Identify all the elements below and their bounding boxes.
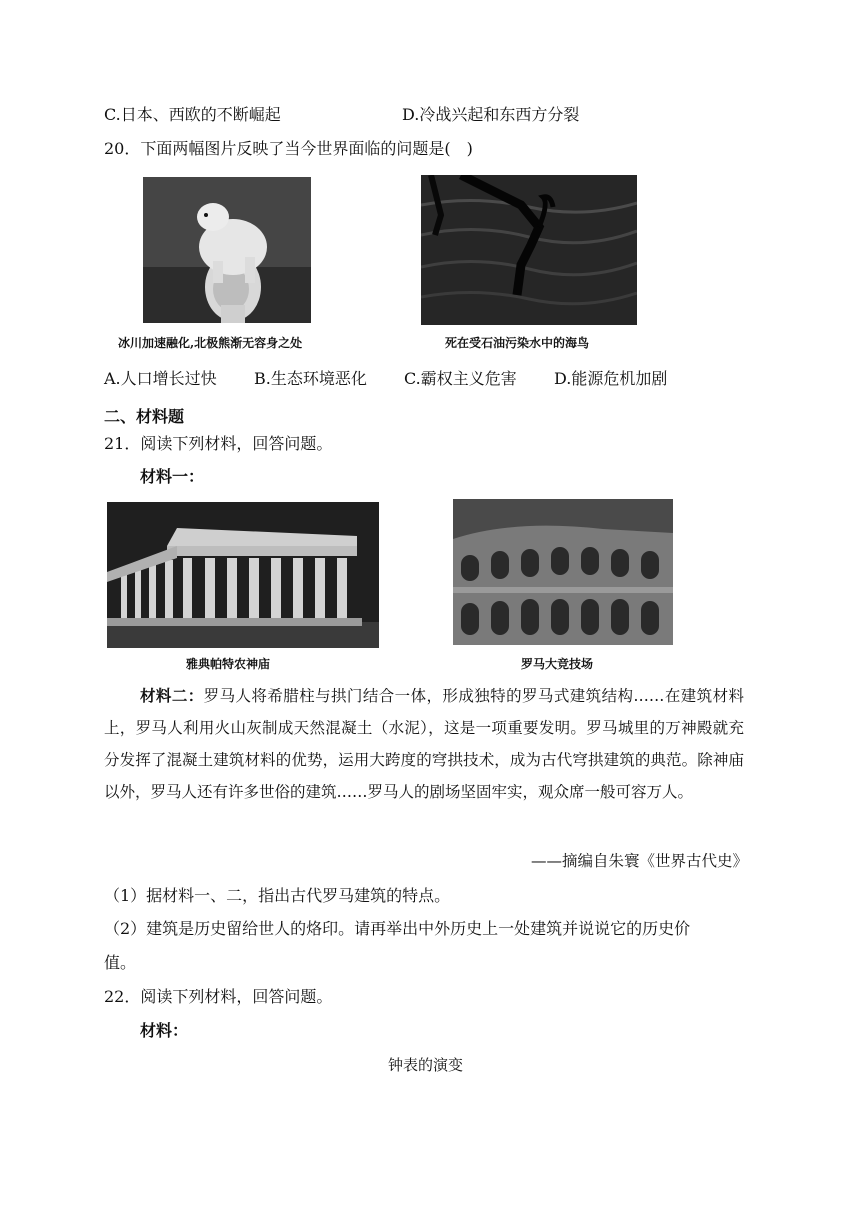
- seabird-photo: [421, 175, 637, 325]
- q20-option-b: B.生态环境恶化: [254, 369, 367, 388]
- q22-material-label: 材料：: [140, 1021, 189, 1040]
- polar-bear-photo: [143, 177, 311, 323]
- q19-option-c: C.日本、西欧的不断崛起: [104, 105, 281, 124]
- q21-material1-label: 材料一：: [140, 467, 205, 486]
- parthenon-image: [107, 502, 379, 648]
- oil-seabird-image: [421, 175, 637, 325]
- q20-option-a: A.人口增长过快: [104, 369, 217, 388]
- polar-bear-image: [143, 177, 311, 323]
- q22-title: 钟表的演变: [388, 1056, 464, 1074]
- q20-option-c: C.霸权主义危害: [404, 369, 517, 388]
- parthenon-photo: [107, 502, 379, 648]
- q20-image1-caption: 冰川加速融化,北极熊渐无容身之处: [118, 336, 303, 350]
- colosseum-image: [453, 499, 673, 645]
- q19-option-d: D.冷战兴起和东西方分裂: [402, 105, 580, 124]
- q21-sub2-line1: （2）建筑是历史留给世人的烙印。请再举出中外历史上一处建筑并说说它的历史价: [104, 919, 691, 938]
- q21-image1-caption: 雅典帕特农神庙: [186, 657, 271, 671]
- q21-material2: [104, 680, 744, 808]
- q20-image2-caption: 死在受石油污染水中的海鸟: [445, 336, 590, 350]
- colosseum-photo: [453, 499, 673, 645]
- section-heading: 二、材料题: [104, 407, 185, 426]
- q21-material2-text: 罗马人将希腊柱与拱门结合一体，形成独特的罗马式建筑结构……在建筑材料上，罗马人利用火山灰制成天然混凝土（水泥），这是一项重要发明。罗马城里的万神殿就充分发挥了混凝土建筑材料的优势，运用大跨度的穹拱技术，成为古代穹拱建筑的典范。除神庙以外，罗马人还有许多世俗的建筑……罗马人的剧场坚固牢实，观众席一般可容万人。: [104, 687, 744, 801]
- q21-sub2-line2: 值。: [104, 953, 137, 972]
- q21-image2-caption: 罗马大竞技场: [521, 657, 594, 671]
- q21-source: ——摘编自朱寰《世界古代史》: [530, 852, 748, 870]
- q21-sub1: （1）据材料一、二，指出古代罗马建筑的特点。: [104, 886, 451, 905]
- q21-material2-label: 材料二：: [140, 687, 204, 705]
- q21-stem: 21．阅读下列材料，回答问题。: [104, 434, 333, 453]
- q20-stem: 20．下面两幅图片反映了当今世界面临的问题是( ): [104, 139, 473, 158]
- q22-stem: 22．阅读下列材料，回答问题。: [104, 987, 333, 1006]
- q20-option-d: D.能源危机加剧: [554, 369, 668, 388]
